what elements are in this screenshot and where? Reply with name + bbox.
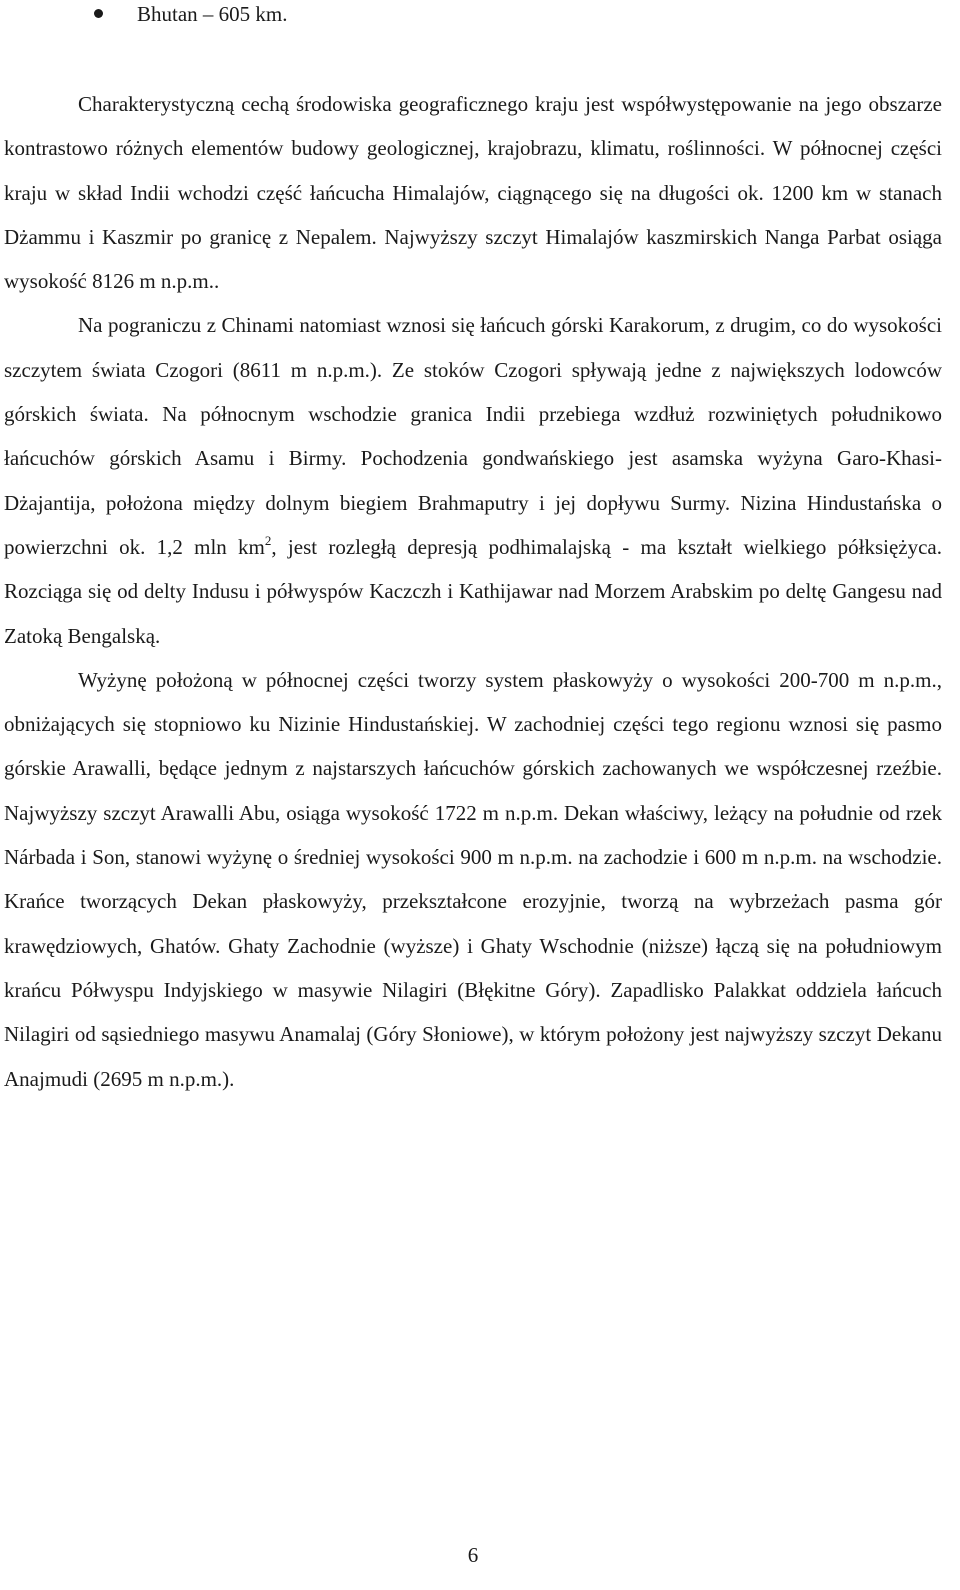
- paragraph-3: Wyżynę położoną w północnej części tworzy system płaskowyży o wysokości 200-700 m n.p.m., obniżających się stopniowo ku Nizinie Hindustańskiej. W zachodniej części tego regionu wznosi się pasmo górskie Arawalli, będące jednym z najstarszych łańcuchów górskich zachowanych we współczesnej rzeźbie. Najwyższy szczyt Arawalli Abu, osiąga wysokość 1722 m n.p.m. Dekan właściwy, leżący na południe od rzek Nárbada i Son, stanowi wyżynę o średniej wysokości 900 m n.p.m. na zachodzie i 600 m n.p.m. na wschodzie. Krańce tworzących Dekan płaskowyży, przekształcone erozyjnie, tworzą na wybrzeżach pasma gór krawędziowych, Ghatów. Ghaty Zachodnie (wyższe) i Ghaty Wschodnie (niższe) łączą się na południowym krańcu Półwyspu Indyjskiego w masywie Nilagiri (Błękitne Góry). Zapadlisko Palakkat oddziela łańcuch Nilagiri od sąsiedniego masywu Anamalaj (Góry Słoniowe), w którym położony jest najwyższy szczyt Dekanu Anajmudi (2695 m n.p.m.).: [4, 667, 942, 1091]
- body-text: [4, 82, 942, 1101]
- page-number: 6: [467, 1543, 479, 1567]
- bullet-dot-icon: [94, 9, 103, 18]
- bullet-list-item: [0, 0, 960, 32]
- paragraph-2: [4, 303, 942, 657]
- paragraph-2-text-before: Na pograniczu z Chinami natomiast wznosi się łańcuch górski Karakorum, z drugim, co do wysokości szczytem świata Czogori (8611 m n.p.m.). Ze stoków Czogori spływają jedne z największych lodowców górskich świata. Na północnym wschodzie granica Indii przebiega wzdłuż rozwiniętych południkowo łańcuchów górskich Asamu i Birmy. Pochodzenia gondwańskiego jest asamska wyżyna Garo-Khasi-Dżajantija, położona między dolnym biegiem Brahmaputry i jej dopływu Surmy. Nizina Hindustańska o powierzchni ok. 1,2 mln km: [4, 313, 942, 559]
- superscript-exponent: 2: [264, 532, 272, 548]
- paragraph-1: Charakterystyczną cechą środowiska geograficznego kraju jest współwystępowanie na jego obszarze kontrastowo różnych elementów budowy geologicznej, krajobrazu, klimatu, roślinności. W północnej części kraju w skład Indii wchodzi część łańcucha Himalajów, ciągnącego się na długości ok. 1200 km w stanach Dżammu i Kaszmir po granicę z Nepalem. Najwyższy szczyt Himalajów kaszmirskich Nanga Parbat osiąga wysokość 8126 m n.p.m..: [4, 92, 942, 294]
- bullet-item-text: Bhutan – 605 km.: [137, 2, 288, 26]
- paragraph-2-text-after: , jest rozległą depresją podhimalajską - ma kształt wielkiego półksiężyca. Rozciąga się od delty Indusu i półwyspów Kaczczh i Kathijawar nad Morzem Arabskim po deltę Gangesu nad Zatoką Bengalską.: [4, 534, 943, 648]
